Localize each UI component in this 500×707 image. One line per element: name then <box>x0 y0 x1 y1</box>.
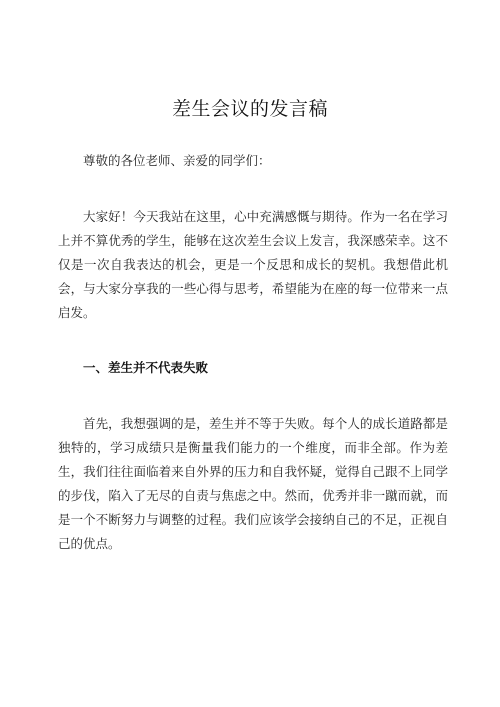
document-title: 差生会议的发言稿 <box>171 98 328 120</box>
paragraph-section-1: 首先，我想强调的是，差生并不等于失败。每个人的成长道路都是独特的，学习成绩只是衡量我们能力的一个维度，而非全部。作为差生，我们往往面临着来自外界的压力和自我怀疑，觉得自己跟不上同学的步伐，陷入了无尽的自责与焦虑之中。然而，优秀并非一蹴而就，而是一个不断努力与调整的过程。我们应该学会接纳自己的不足，正视自己的优点。 <box>58 416 448 551</box>
paragraph-intro: 大家好！今天我站在这里，心中充满感慨与期待。作为一名在学习上并不算优秀的学生，能够在这次差生会议上发言，我深感荣幸。这不仅是一次自我表达的机会，更是一个反思和成长的契机。我想借此机会，与大家分享我的一些心得与思考，希望能为在座的每一位带来一点启发。 <box>58 209 448 320</box>
section-heading: 一、差生并不代表失败 <box>83 360 209 375</box>
salutation: 尊敬的各位老师、亲爱的同学们： <box>83 153 271 168</box>
